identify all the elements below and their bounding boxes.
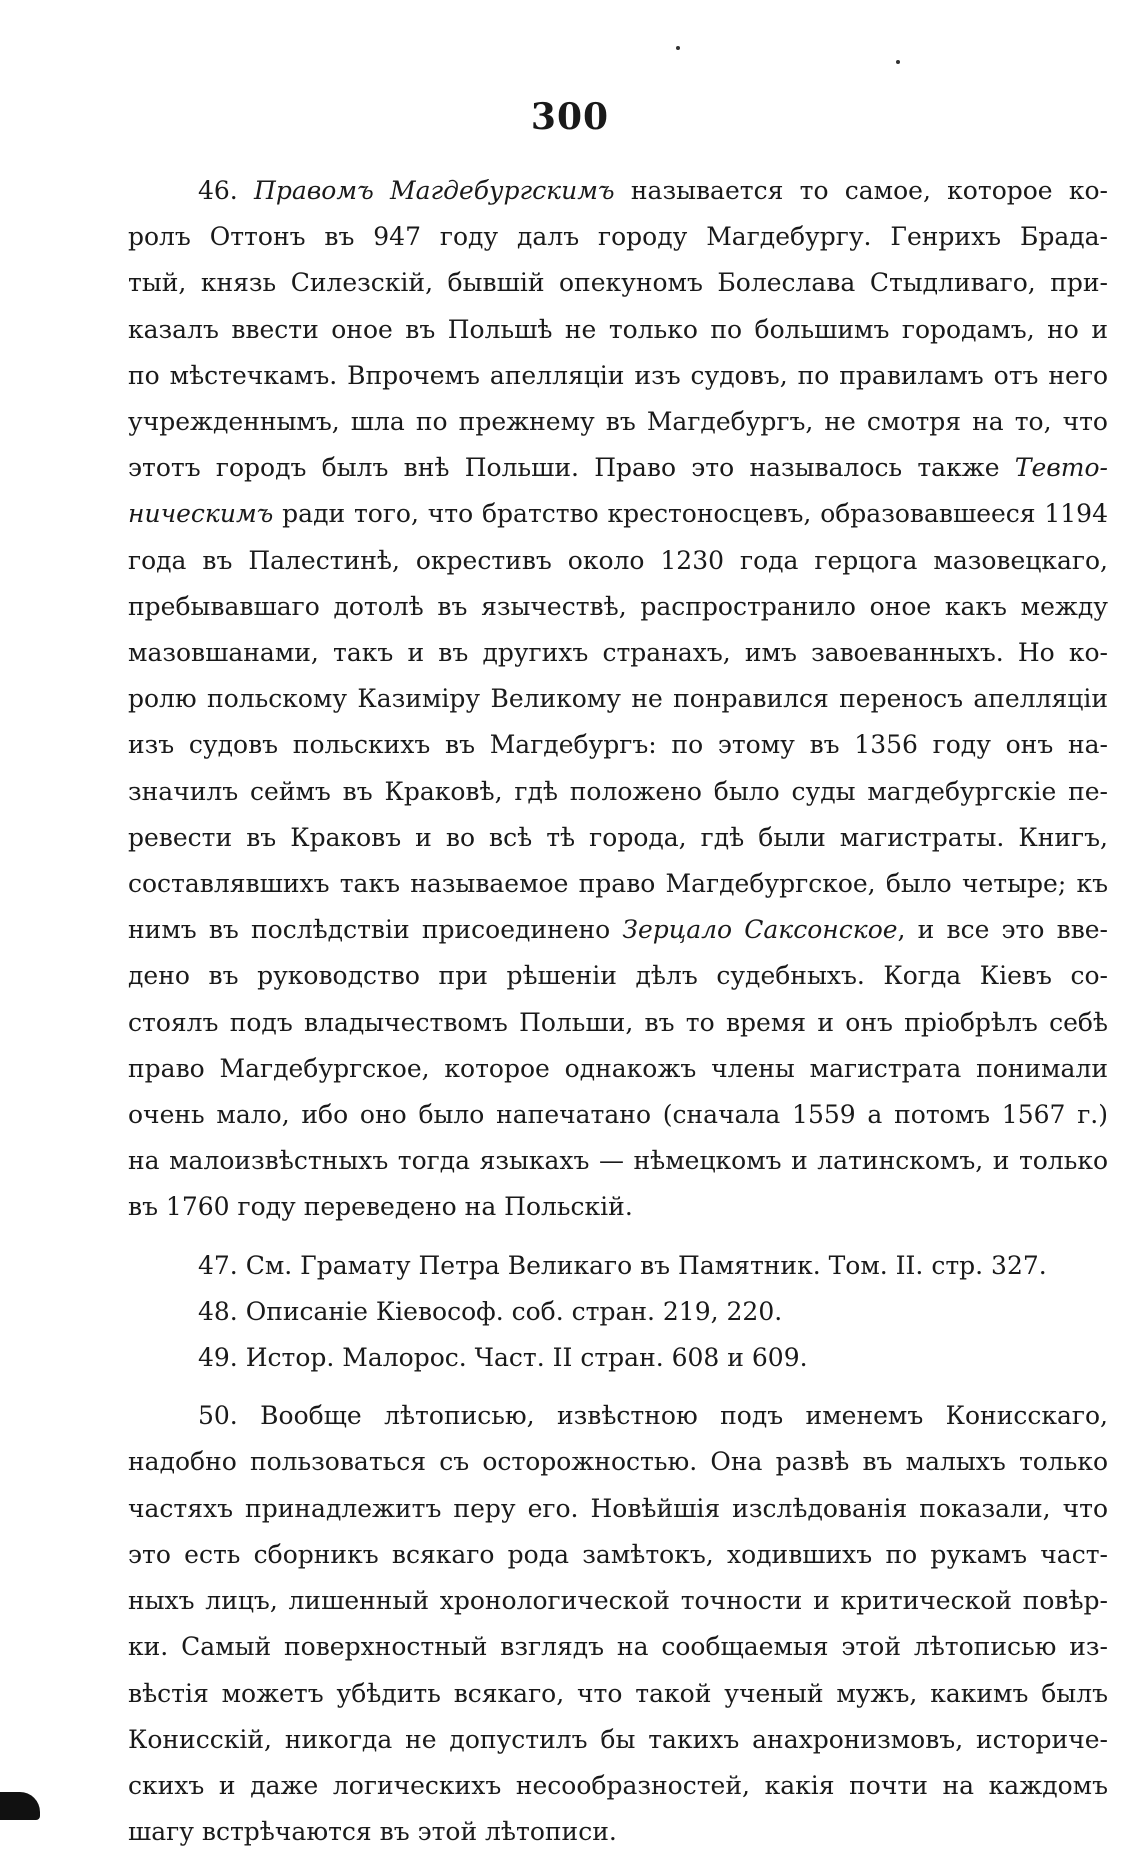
text-line	[128, 722, 1108, 768]
text-run: 49. Истор. Малорос. Част. II стран. 608 и 609.	[198, 1343, 808, 1373]
text-line	[128, 1578, 1108, 1624]
text-line	[128, 1138, 1108, 1184]
text-run: 50. Вообще лѣтописью, извѣстною подъ именемъ Конисскаго,	[198, 1401, 1108, 1431]
text-line	[128, 1184, 1108, 1230]
text-line	[128, 1486, 1108, 1532]
text-run: ки. Самый поверхностный взглядъ на сообщаемыя этой лѣтописью из-	[128, 1632, 1108, 1662]
paragraph-gap	[128, 1381, 1108, 1393]
text-line	[128, 1046, 1108, 1092]
text-run: вѣстія можетъ убѣдить всякаго, что такой ученый мужъ, какимъ былъ	[128, 1678, 1108, 1708]
italic-text-run: Тевто-	[1014, 453, 1108, 483]
text-run: , и все это вве-	[897, 915, 1109, 945]
text-line	[128, 168, 1108, 214]
text-line	[128, 815, 1108, 861]
text-run: право Магдебургское, которое однакожъ члены магистрата понимали	[128, 1053, 1108, 1083]
text-run: мазовшанами, такъ и въ другихъ странахъ, имъ завоеванныхъ. Но ко-	[128, 638, 1108, 668]
text-line	[128, 1439, 1108, 1485]
text-run: тый, князь Силезскій, бывшій опекуномъ Болеслава Стыдливаго, при-	[128, 268, 1108, 298]
text-run: на малоизвѣстныхъ тогда языкахъ — нѣмецкомъ и латинскомъ, и только	[128, 1146, 1108, 1176]
text-run: скихъ и даже логическихъ несообразностей, какія почти на каждомъ	[128, 1770, 1108, 1800]
text-run: ревести въ Краковъ и во всѣ тѣ города, гдѣ были магистраты. Книгъ,	[128, 822, 1108, 852]
page-number: 300	[530, 96, 610, 138]
text-run: нимъ въ послѣдствіи присоединено	[128, 915, 623, 945]
text-line	[128, 953, 1108, 999]
text-run: составлявшихъ такъ называемое право Магдебургское, было четыре; къ	[128, 869, 1108, 899]
text-run: шагу встрѣчаются въ этой лѣтописи.	[128, 1817, 617, 1847]
text-run: изъ судовъ польскихъ въ Магдебургъ: по этому въ 1356 году онъ на-	[128, 730, 1108, 760]
text-line	[128, 353, 1108, 399]
text-line	[128, 1809, 1108, 1855]
text-run: этотъ городъ былъ внѣ Польши. Право это называлось также	[128, 453, 1015, 483]
text-line	[128, 307, 1108, 353]
text-run: пребывавшаго дотолѣ въ язычествѣ, распространило оное какъ между	[128, 591, 1108, 621]
paragraph-gap	[128, 1231, 1108, 1243]
text-run: ролъ Оттонъ въ 947 году далъ городу Магдебургу. Генрихъ Брада-	[128, 222, 1108, 252]
text-run: ныхъ лицъ, лишенный хронологической точности и критической повѣр-	[128, 1586, 1108, 1616]
text-line	[128, 1335, 1108, 1381]
scan-edge-mark	[0, 1792, 40, 1820]
italic-text-run: ническимъ	[128, 499, 274, 529]
footnotes-text	[128, 168, 1108, 1855]
text-line	[128, 630, 1108, 676]
text-line	[128, 769, 1108, 815]
italic-text-run: Зерцало Саксонское	[622, 915, 898, 945]
text-run: это есть сборникъ всякаго рода замѣтокъ, ходившихъ по рукамъ част-	[128, 1539, 1108, 1569]
text-run: ролю польскому Казиміру Великому не понравился переносъ апелляціи	[128, 684, 1108, 714]
scan-speck	[676, 46, 680, 50]
text-line	[128, 1289, 1108, 1335]
text-run: стоялъ подъ владычествомъ Польши, въ то время и онъ пріобрѣлъ себѣ	[128, 1007, 1108, 1037]
scan-speck	[896, 60, 900, 64]
text-line	[128, 1243, 1108, 1289]
text-run: очень мало, ибо оно было напечатано (сначала 1559 а потомъ 1567 г.)	[128, 1100, 1108, 1130]
text-line	[128, 1092, 1108, 1138]
text-line	[128, 1000, 1108, 1046]
text-line	[128, 1624, 1108, 1670]
text-line	[128, 491, 1108, 537]
text-run: по мѣстечкамъ. Впрочемъ апелляціи изъ судовъ, по правиламъ отъ него	[128, 360, 1108, 390]
text-run: года въ Палестинѣ, окрестивъ около 1230 года герцога мазовецкаго,	[128, 545, 1108, 575]
text-line	[128, 861, 1108, 907]
text-line	[128, 1671, 1108, 1717]
text-line	[128, 214, 1108, 260]
text-line	[128, 1717, 1108, 1763]
text-line	[128, 1763, 1108, 1809]
italic-text-run: Правомъ Магдебургскимъ	[254, 176, 615, 205]
text-run: надобно пользоваться съ осторожностью. Она развѣ въ малыхъ только	[128, 1447, 1108, 1477]
text-run: 48. Описаніе Кіевософ. соб. стран. 219, 220.	[198, 1296, 783, 1326]
text-run: ради того, что братство крестоносцевъ, образовавшееся 1194	[273, 499, 1108, 529]
text-run: казалъ ввести оное въ Польшѣ не только по большимъ городамъ, но и	[128, 314, 1108, 344]
text-line	[128, 676, 1108, 722]
text-line	[128, 538, 1108, 584]
text-run: частяхъ принадлежитъ перу его. Новѣйшія изслѣдованія показали, что	[128, 1493, 1108, 1523]
text-run: дено въ руководство при рѣшеніи дѣлъ судебныхъ. Когда Кіевъ со-	[128, 961, 1108, 991]
text-line	[128, 399, 1108, 445]
text-line	[128, 260, 1108, 306]
text-line	[128, 1393, 1108, 1439]
text-run: Конисскій, никогда не допустилъ бы такихъ анахронизмовъ, историче-	[128, 1724, 1108, 1754]
text-line	[128, 584, 1108, 630]
text-run: называется то самое, которое ко-	[614, 176, 1108, 205]
text-line	[128, 1532, 1108, 1578]
text-run: 46.	[198, 176, 255, 205]
text-line	[128, 445, 1108, 491]
text-run: учрежденнымъ, шла по прежнему въ Магдебургъ, не смотря на то, что	[128, 407, 1108, 437]
text-run: 47. См. Грамату Петра Великаго въ Памятник. Том. II. стр. 327.	[198, 1250, 1047, 1280]
text-run: въ 1760 году переведено на Польскій.	[128, 1192, 633, 1222]
text-line	[128, 907, 1108, 953]
text-run: значилъ сеймъ въ Краковѣ, гдѣ положено было суды магдебургскіе пе-	[128, 776, 1108, 806]
